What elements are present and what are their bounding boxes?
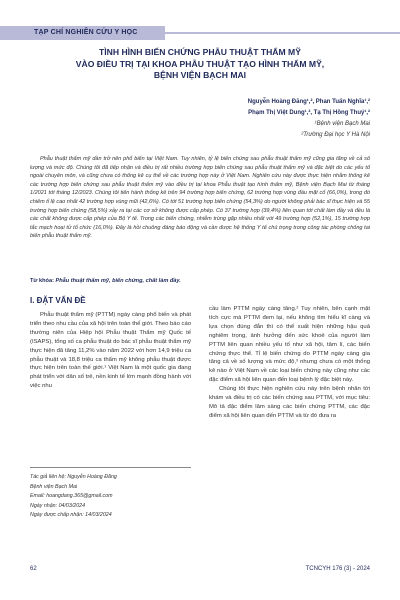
footnote-received-date: Ngày nhận: 04/03/2024 (30, 502, 86, 509)
author-line: Nguyễn Hoàng Đăng¹,², Phan Tuấn Nghĩa¹,² (247, 99, 370, 105)
body-paragraph: Phẫu thuật thẩm mỹ (PTTM) ngày càng phổ biến và phát triển theo nhu cầu của xã hội trên toàn thế giới. Theo báo cáo thường niên của Hiệp hội Phẫu thuật Thẩm mỹ Quốc tế (ISAPS), tổng số ca phẫu thuật do bác sĩ phẫu thuật thẩm mỹ thực hiện đã tăng 11,2% vào năm 2022 với hơn 14,9 triệu ca phẫu thuật và 18,8 triệu ca thẩm mỹ không phẫu thuật được thực hiện trên toàn thế giới.¹ Việt Nam là một quốc gia đang phát triển với dân số trẻ, nền kinh tế lớn mạnh đồng hành với việc nhu (30, 312, 191, 390)
abstract: Phẫu thuật thẩm mỹ dần trở nên phổ biến tại Việt Nam. Tuy nhiên, tỷ lệ biến chứng sau phẫu thuật thẩm mỹ cũng gia tăng về cả số lượng và mức độ. Chúng tôi đã tiếp nhận và điều trị rất nhiều trường hợp biến chứng sau phẫu thuật thẩm mỹ và đặc biệt do các yếu tố ngoài chuyên môn, và cũng chưa có thống kê cụ thể về các trường hợp này ở Việt Nam. Nghiên cứu này được thực hiện nhằm thống kê các trường hợp biến chứng sau phẫu thuật thẩm mỹ vào điều trị tại khoa Phẫu thuật tạo hình thẩm mỹ, Bệnh viện Bạch Mai từ tháng 1/2021 tới tháng 12/2023. Chúng tôi tiến hành thống kê trên 94 trường hợp biến chứng, 62 trường hợp vùng đầu mặt cổ (66,0%), trong đó chiếm tỉ lệ cao nhất 42 trường hợp vùng mũi (42,6%). Có tới 51 trường hợp biến chứng (54,3%) do người không phải bác sĩ thực hiện và 55 trường hợp biến chứng (58,5%) xảy ra tại các cơ sở không được cấp phép. Có 37 trường hợp (39,4%) liên quan tới chất làm đầy và đều là các chất không được cấp phép của Bộ Y tế. Trong các biến chứng, nhiễm trùng gặp nhiều nhất với 49 trường hợp (52,1%), 15 trường hợp tắc mạch hoại tử tổ chức (16,0%). Đây là hồi chuông đáng báo động và cần được hệ thống Y tế chú trọng trong công tác phòng chống tai biến phẫu thuật thẩm mỹ. (30, 156, 370, 240)
body-column-right (209, 305, 370, 421)
footnote-accepted-date: Ngày được chấp nhận: 14/03/2024 (30, 512, 112, 518)
article-title (30, 47, 370, 82)
keywords (30, 278, 370, 284)
author-line: Phạm Thị Việt Dung¹,², Tạ Thị Hồng Thuý¹,² (248, 110, 370, 116)
footnote-email: Email: hoangdang.365@gmail.com (30, 493, 113, 499)
journal-issue: TCNCYH 176 (3) - 2024 (305, 566, 370, 572)
title-line: TÌNH HÌNH BIẾN CHỨNG PHẪU THUẬT THẨM MỸ (99, 47, 301, 57)
title-line: VÀO ĐIỀU TRỊ TẠI KHOA PHẪU THUẬT TẠO HÌNH THẨM MỸ, (75, 58, 325, 69)
footnote-divider (30, 467, 191, 468)
affiliation: ¹Bệnh viện Bạch Mai (314, 121, 370, 127)
author-block (40, 97, 370, 141)
footnote-line: Bệnh viện Bạch Mai (30, 483, 78, 490)
page-number: 62 (30, 566, 37, 572)
footnote-line: Tác giả liên hệ: Nguyễn Hoàng Đăng (30, 474, 117, 480)
body-paragraph: cầu làm PTTM ngày càng tăng.² Tuy nhiên, bên cạnh mặt tích cực mà PTTM đem lại, nếu không tìm hiểu kĩ càng và lựa chọn đúng đắn thì có thể xuất hiện những hậu quả nghiêm trọng, ảnh hưởng đến sức khoẻ của người làm PTTM liên quan nhiều yếu tố như xã hội, tâm lí, các biến chứng thực thể. Tỉ lệ biến chứng do PTTM ngày càng gia tăng cả về số lượng và mức độ,³ nhưng chưa có một thống kê nào ở Việt Nam về các loại biến chứng này cũng như các đặc điểm xã hội liên quan đến loại bệnh lý đặc biệt này. (209, 306, 370, 384)
keywords-text: Phẫu thuật thẩm mỹ, biến chứng, chất làm đầy. (55, 278, 181, 284)
body-column-left (30, 311, 191, 391)
journal-name: TẠP CHÍ NGHIÊN CỨU Y HỌC (34, 29, 138, 36)
header-rule (165, 32, 400, 34)
page-footer (30, 566, 370, 576)
title-line: BỆNH VIỆN BẠCH MAI (153, 70, 247, 80)
journal-header-bar (0, 26, 400, 40)
section-heading: I. ĐẶT VẤN ĐỀ (30, 296, 86, 305)
keywords-label: Từ khóa: (30, 278, 54, 284)
affiliation: ²Trường Đại học Y Hà Nội (301, 132, 370, 138)
body-paragraph: Chúng tôi thực hiện nghiên cứu này trên bệnh nhân tới khám và điều trị có các biến chứng sau PTTM, với mục tiêu: Mô tả đặc điểm lâm sàng các biến chứng PTTM, các đặc điểm xã hội liên quan đến PTTM và từ đó đưa ra (209, 386, 370, 419)
corresponding-author-note (30, 473, 191, 521)
